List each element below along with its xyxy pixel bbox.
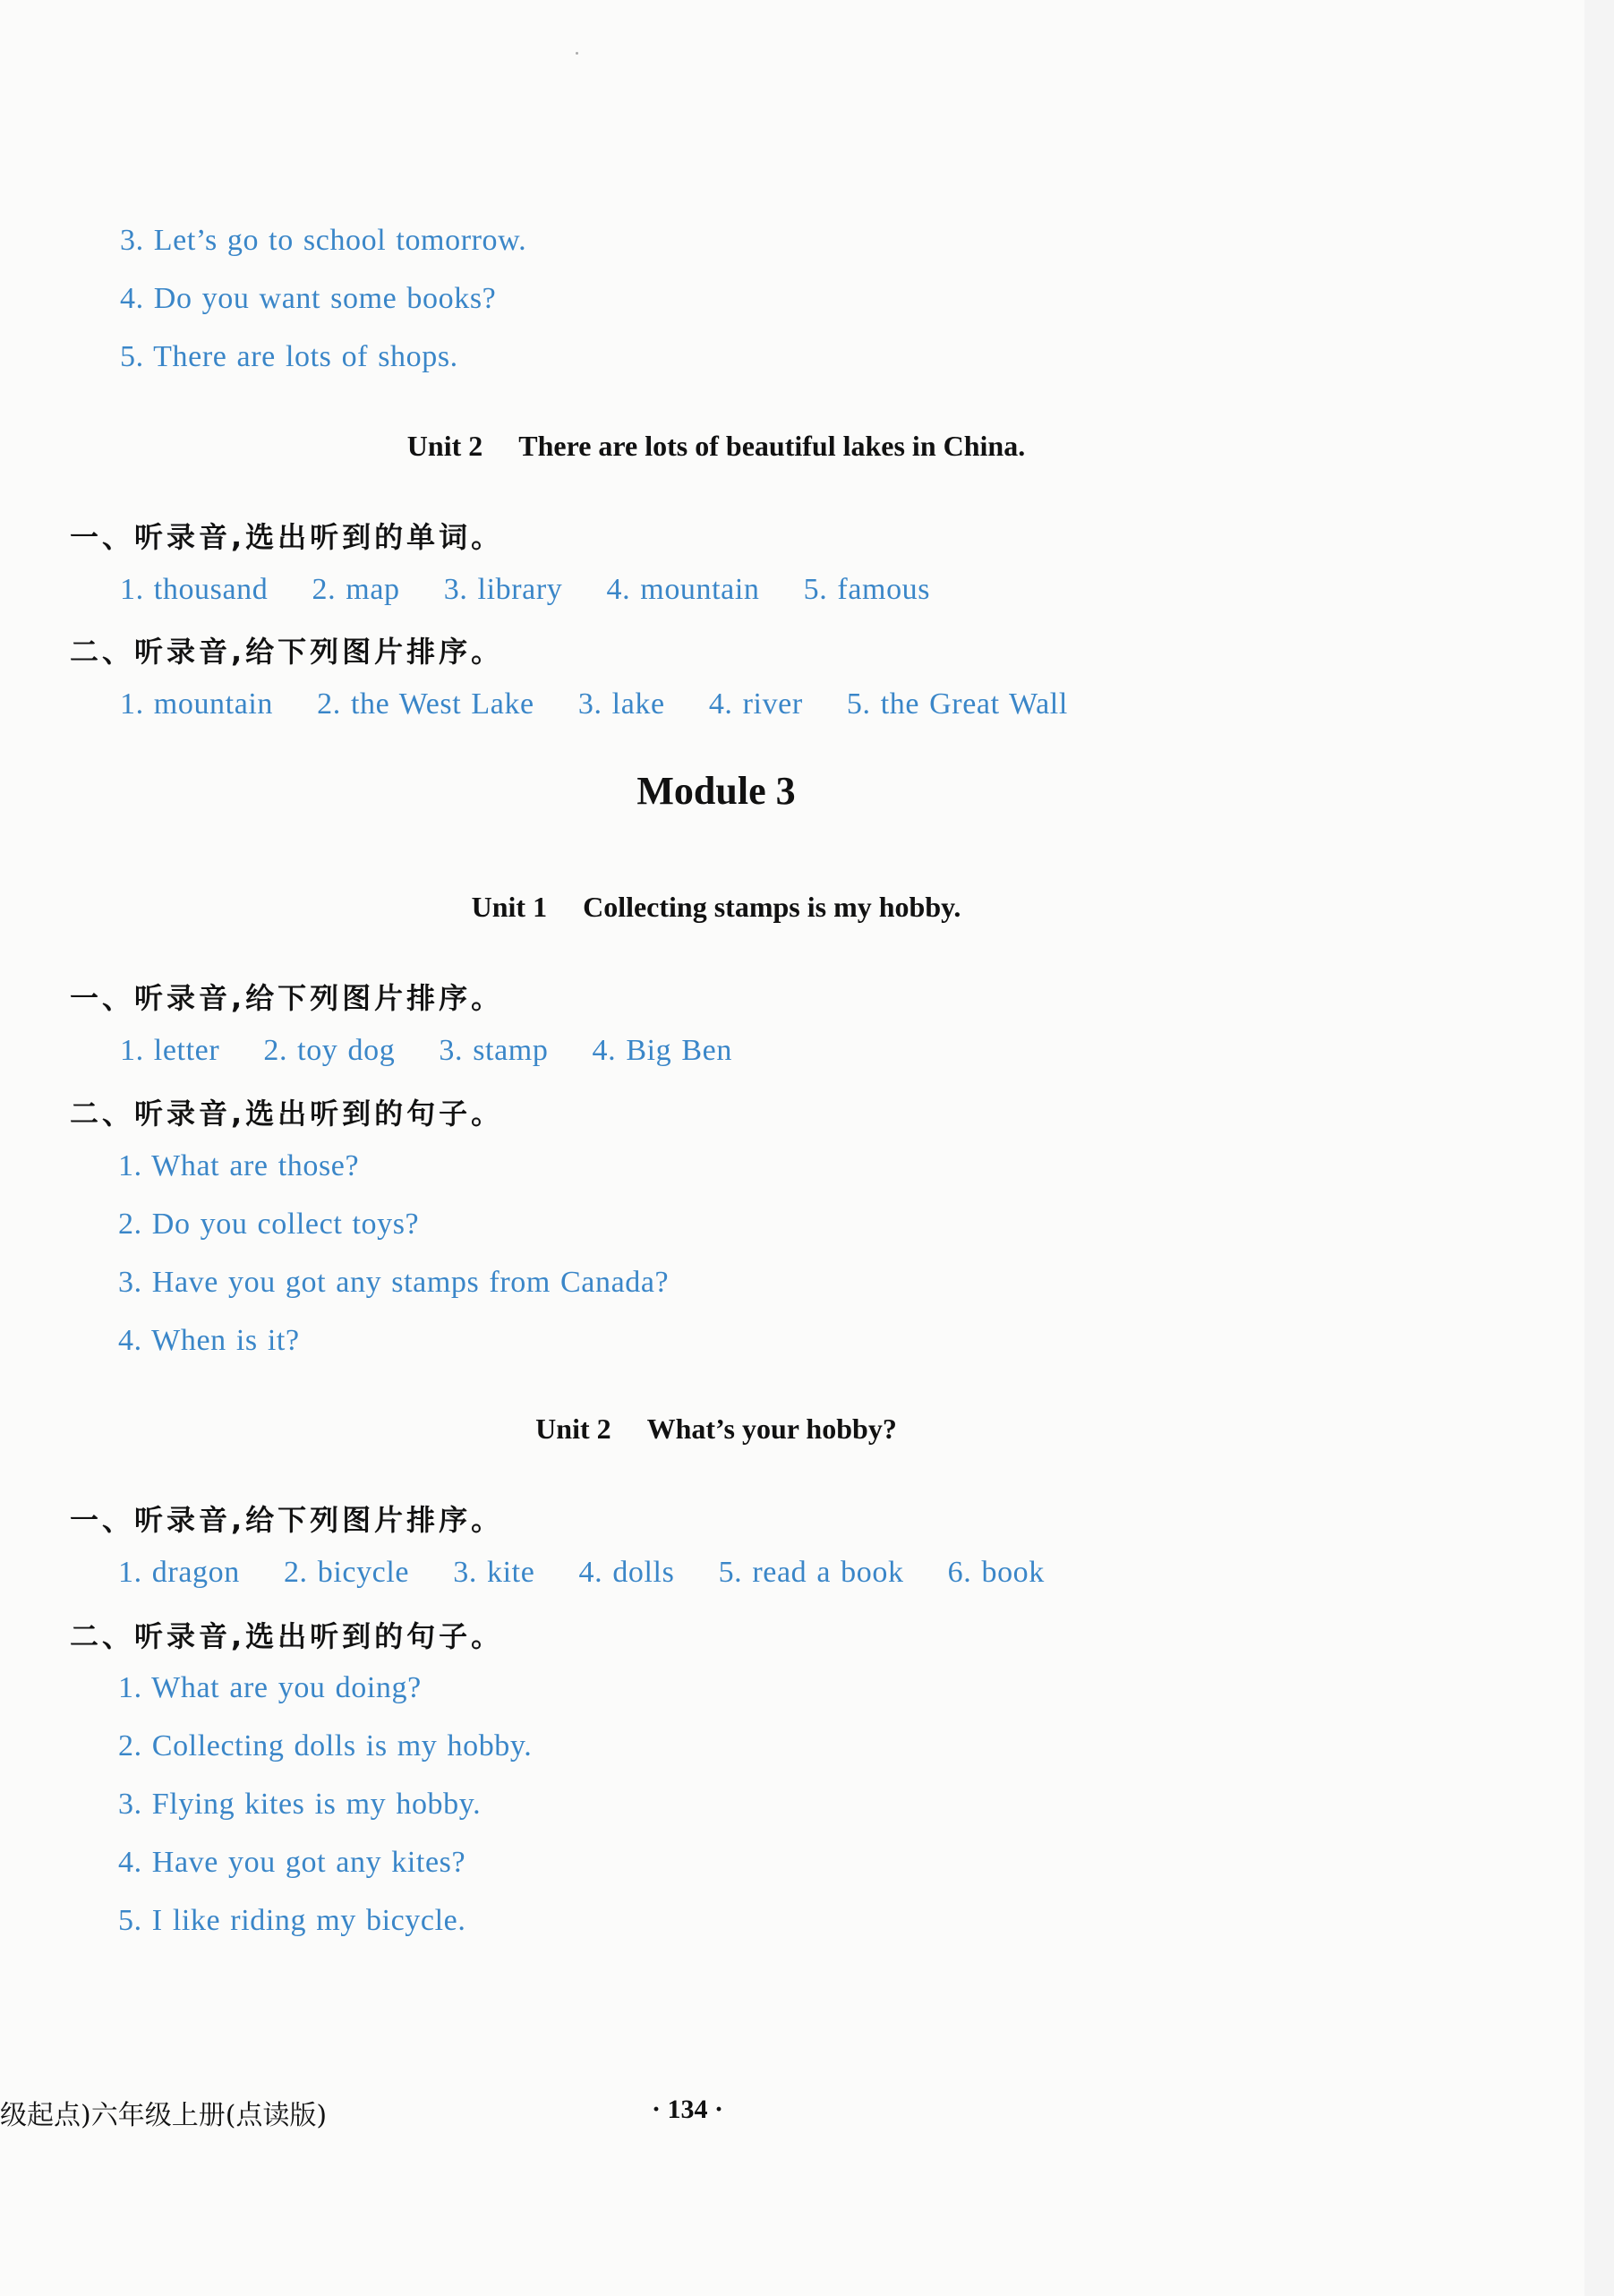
module-title: Module 3 [636, 769, 796, 813]
answer-item: 3. kite [453, 1556, 535, 1589]
answer-line: 4. Do you want some books? [120, 282, 497, 315]
unit-heading: What’s your hobby? [646, 1413, 897, 1445]
answer-line: 4. Have you got any kites? [118, 1846, 466, 1879]
unit-title [0, 1413, 1432, 1446]
answer-item: 4. river [708, 687, 803, 721]
answer-line: 5. There are lots of shops. [120, 340, 458, 373]
answer-item: 4. dolls [578, 1556, 675, 1589]
section-heading: 一、听录音,给下列图片排序。 [70, 1503, 504, 1537]
answer-item: 1. thousand [120, 573, 269, 606]
answer-line: 3. Have you got any stamps from Canada? [118, 1266, 670, 1299]
section-heading: 一、听录音,给下列图片排序。 [70, 981, 504, 1015]
unit-number: Unit 1 [471, 891, 548, 923]
unit-number: Unit 2 [535, 1413, 611, 1445]
answer-line: 4. When is it? [118, 1324, 300, 1357]
answer-item: 4. Big Ben [592, 1034, 732, 1067]
answer-row [120, 573, 930, 607]
scan-dot [576, 52, 578, 55]
answer-line: 3. Flying kites is my hobby. [118, 1788, 482, 1821]
answer-row [120, 687, 1068, 721]
answer-item: 5. read a book [718, 1556, 904, 1589]
answer-item: 2. map [312, 573, 400, 606]
page-number: · 134 · [652, 2095, 724, 2124]
unit-heading: There are lots of beautiful lakes in China. [518, 430, 1026, 462]
answer-row [118, 1556, 1045, 1590]
section-heading: 二、听录音,选出听到的句子。 [70, 1619, 504, 1653]
unit-title [0, 430, 1432, 463]
answer-item: 3. stamp [439, 1034, 549, 1067]
answer-item: 2. bicycle [283, 1556, 410, 1589]
answer-line: 1. What are those? [118, 1149, 360, 1182]
answer-line: 5. I like riding my bicycle. [118, 1904, 466, 1937]
answer-item: 1. dragon [118, 1556, 240, 1589]
answer-line: 2. Do you collect toys? [118, 1208, 420, 1241]
answer-item: 1. letter [120, 1034, 220, 1067]
answer-item: 1. mountain [120, 687, 274, 721]
answer-item: 4. mountain [606, 573, 760, 606]
answer-item: 2. toy dog [263, 1034, 396, 1067]
answer-item: 2. the West Lake [317, 687, 534, 721]
answer-item: 3. library [443, 573, 563, 606]
unit-heading: Collecting stamps is my hobby. [583, 891, 961, 923]
section-heading: 二、听录音,选出听到的句子。 [70, 1097, 504, 1131]
footer-book-title: 级起点)六年级上册(点读版) [0, 2100, 328, 2131]
section-heading: 一、听录音,选出听到的单词。 [70, 520, 504, 554]
answer-line: 1. What are you doing? [118, 1671, 422, 1704]
answer-item: 3. lake [577, 687, 665, 721]
answer-line: 3. Let’s go to school tomorrow. [120, 224, 527, 257]
answer-line: 2. Collecting dolls is my hobby. [118, 1729, 533, 1763]
unit-title [0, 891, 1432, 924]
answer-item: 5. famous [803, 573, 931, 606]
answer-item: 6. book [947, 1556, 1045, 1589]
unit-number: Unit 2 [406, 430, 483, 462]
section-heading: 二、听录音,给下列图片排序。 [70, 635, 504, 669]
answer-item: 5. the Great Wall [846, 687, 1068, 721]
answer-row [120, 1034, 732, 1068]
